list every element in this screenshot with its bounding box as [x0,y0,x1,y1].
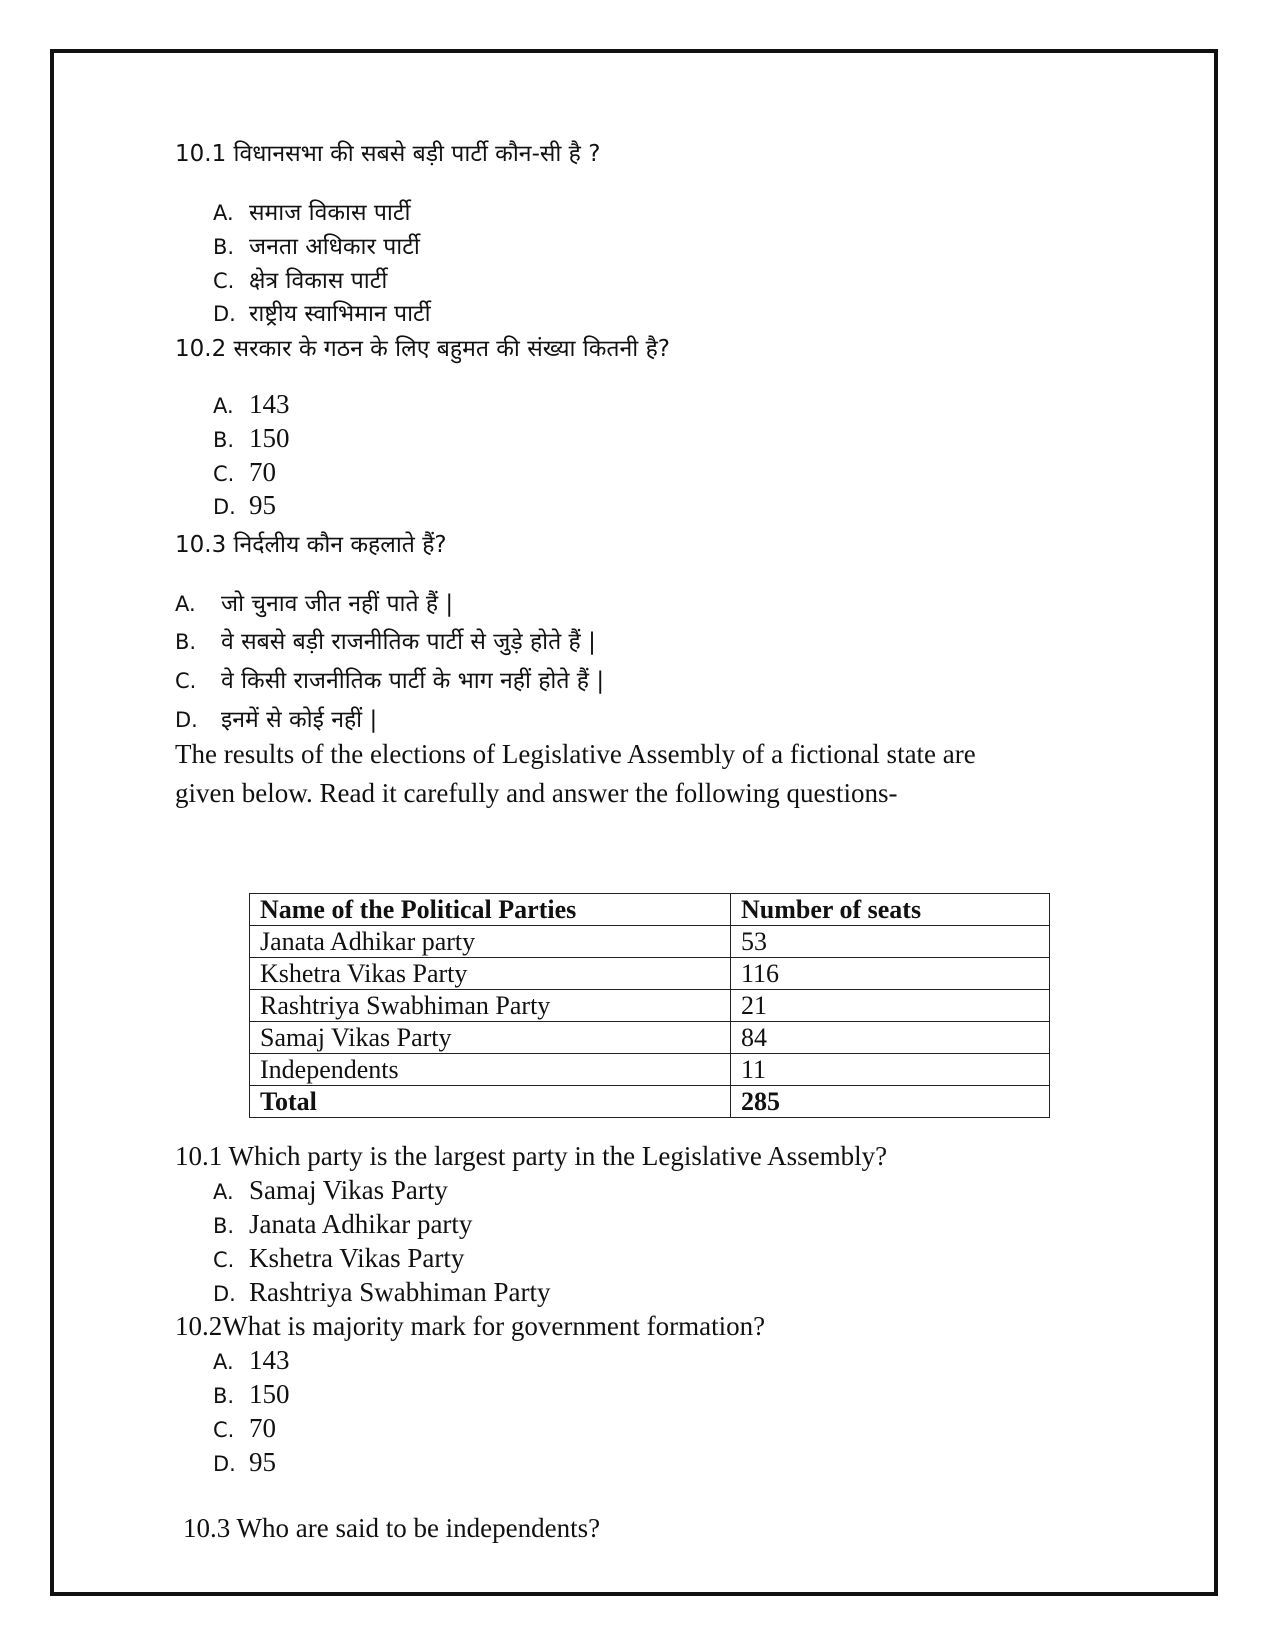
table-row [250,1054,1050,1086]
hindi-q1-option-c: C. क्षेत्र विकास पार्टी [213,268,388,294]
seats-cell: 53 [731,926,1050,958]
party-name-cell: Janata Adhikar party [250,926,731,958]
hindi-q1-option-d: D. राष्ट्रीय स्वाभिमान पार्टी [213,301,431,327]
table-header-row [250,894,1050,926]
hindi-q3-option-a: A. जो चुनाव जीत नहीं पाते हैं | [175,591,454,617]
seats-cell: 116 [731,958,1050,990]
intro-line-1: The results of the elections of Legislative Assembly of a fictional state are [175,739,976,769]
english-q1-option-d: D. Rashtriya Swabhiman Party [213,1277,551,1307]
hindi-q2-option-d: D. 95 [213,490,276,520]
seats-cell: 21 [731,990,1050,1022]
english-q1-option-c: C. Kshetra Vikas Party [213,1243,465,1273]
seats-cell: 84 [731,1022,1050,1054]
party-name-cell: Kshetra Vikas Party [250,958,731,990]
english-q2-option-d: D. 95 [213,1447,276,1477]
hindi-q1-option-b: B. जनता अधिकार पार्टी [213,234,420,260]
english-question-2: 10.2What is majority mark for government formation? [175,1311,766,1341]
hindi-q1-option-a: A. समाज विकास पार्टी [213,200,411,226]
hindi-question-2: 10.2 सरकार के गठन के लिए बहुमत की संख्या कितनी है? [175,336,670,362]
hindi-q3-option-c: C. वे किसी राजनीतिक पार्टी के भाग नहीं होते हैं | [175,668,605,694]
seats-cell: 11 [731,1054,1050,1086]
table-row [250,926,1050,958]
intro-line-2: given below. Read it carefully and answer the following questions- [175,778,898,808]
hindi-q3-option-b: B. वे सबसे बड़ी राजनीतिक पार्टी से जुड़े होते हैं | [175,629,596,655]
english-question-1: 10.1 Which party is the largest party in the Legislative Assembly? [175,1141,888,1171]
table-row [250,1022,1050,1054]
total-seats-cell: 285 [731,1086,1050,1118]
english-q2-option-a: A. 143 [213,1345,290,1375]
party-name-cell: Samaj Vikas Party [250,1022,731,1054]
party-name-cell: Independents [250,1054,731,1086]
election-results-table [249,893,1050,1118]
hindi-q2-option-b: B. 150 [213,423,290,453]
hindi-question-3: 10.3 निर्दलीय कौन कहलाते हैं? [175,532,447,558]
hindi-question-1: 10.1 विधानसभा की सबसे बड़ी पार्टी कौन-सी है ? [175,141,601,167]
table-row [250,990,1050,1022]
table-row [250,958,1050,990]
hindi-q2-option-a: A. 143 [213,389,290,419]
column-header-party: Name of the Political Parties [250,894,731,926]
column-header-seats: Number of seats [731,894,1050,926]
hindi-q3-option-d: D. इनमें से कोई नहीं | [175,707,378,733]
english-q2-option-c: C. 70 [213,1413,276,1443]
hindi-q2-option-c: C. 70 [213,457,276,487]
english-q2-option-b: B. 150 [213,1379,290,1409]
table-total-row [250,1086,1050,1118]
english-question-3: 10.3 Who are said to be independents? [183,1513,601,1543]
english-q1-option-b: B. Janata Adhikar party [213,1209,473,1239]
total-label-cell: Total [250,1086,731,1118]
english-q1-option-a: A. Samaj Vikas Party [213,1175,448,1205]
party-name-cell: Rashtriya Swabhiman Party [250,990,731,1022]
